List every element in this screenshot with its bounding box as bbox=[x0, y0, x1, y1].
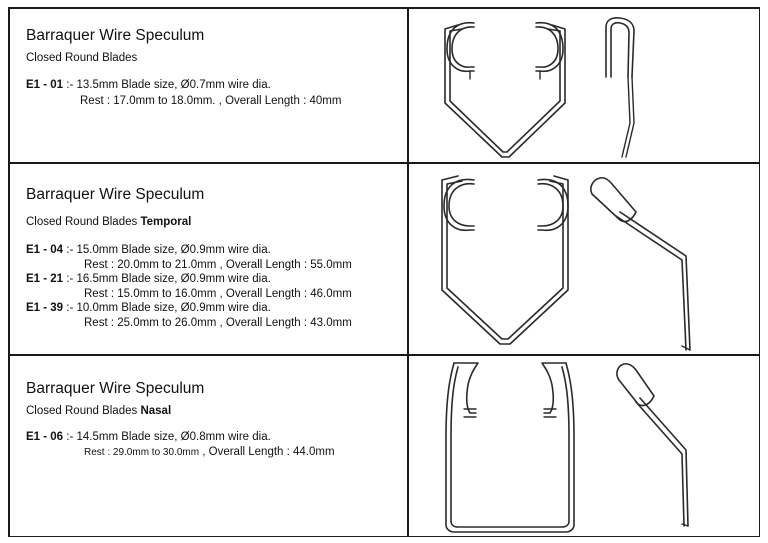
rest-line: Rest : 15.0mm to 16.0mm , Overall Length : 46.0mm bbox=[84, 288, 352, 300]
product-title: Barraquer Wire Speculum bbox=[26, 380, 205, 397]
product-subtitle: Closed Round Blades Nasal bbox=[26, 405, 172, 417]
table-border-right bbox=[759, 7, 761, 537]
column-divider bbox=[407, 7, 409, 537]
rest-line: Rest : 17.0mm to 18.0mm. , Overall Length : 40mm bbox=[80, 95, 342, 107]
rest-line: Rest : 25.0mm to 26.0mm , Overall Length : 43.0mm bbox=[84, 317, 352, 329]
product-row-nasal bbox=[8, 354, 407, 535]
spec-line: E1 - 21 :- 16.5mm Blade size, Ø0.9mm wire dia. bbox=[26, 273, 271, 285]
spec-line: E1 - 04 :- 15.0mm Blade size, Ø0.9mm wire dia. bbox=[26, 244, 271, 256]
speculum-front-view-drawing bbox=[440, 15, 570, 160]
speculum-side-view-drawing bbox=[612, 358, 692, 530]
spec-line: E1 - 06 :- 14.5mm Blade size, Ø0.8mm wire dia. bbox=[26, 431, 271, 443]
product-row-e1-01 bbox=[8, 7, 407, 162]
spec-line: E1 - 01 :- 13.5mm Blade size, Ø0.7mm wire dia. bbox=[26, 79, 271, 91]
speculum-front-view-drawing bbox=[440, 357, 580, 537]
product-title: Barraquer Wire Speculum bbox=[26, 27, 205, 44]
rest-line: Rest : 29.0mm to 30.0mm , Overall Length : 44.0mm bbox=[84, 446, 335, 458]
spec-line: E1 - 39 :- 10.0mm Blade size, Ø0.9mm wire dia. bbox=[26, 302, 271, 314]
product-title: Barraquer Wire Speculum bbox=[26, 186, 205, 203]
product-row-temporal bbox=[8, 162, 407, 354]
rest-line: Rest : 20.0mm to 21.0mm , Overall Length : 55.0mm bbox=[84, 259, 352, 271]
product-subtitle: Closed Round Blades bbox=[26, 52, 138, 64]
product-subtitle: Closed Round Blades Temporal bbox=[26, 216, 192, 228]
speculum-front-view-drawing bbox=[438, 170, 573, 350]
speculum-side-view-drawing bbox=[586, 172, 701, 354]
table-border-bottom bbox=[8, 536, 760, 538]
speculum-side-view-drawing bbox=[600, 15, 650, 160]
